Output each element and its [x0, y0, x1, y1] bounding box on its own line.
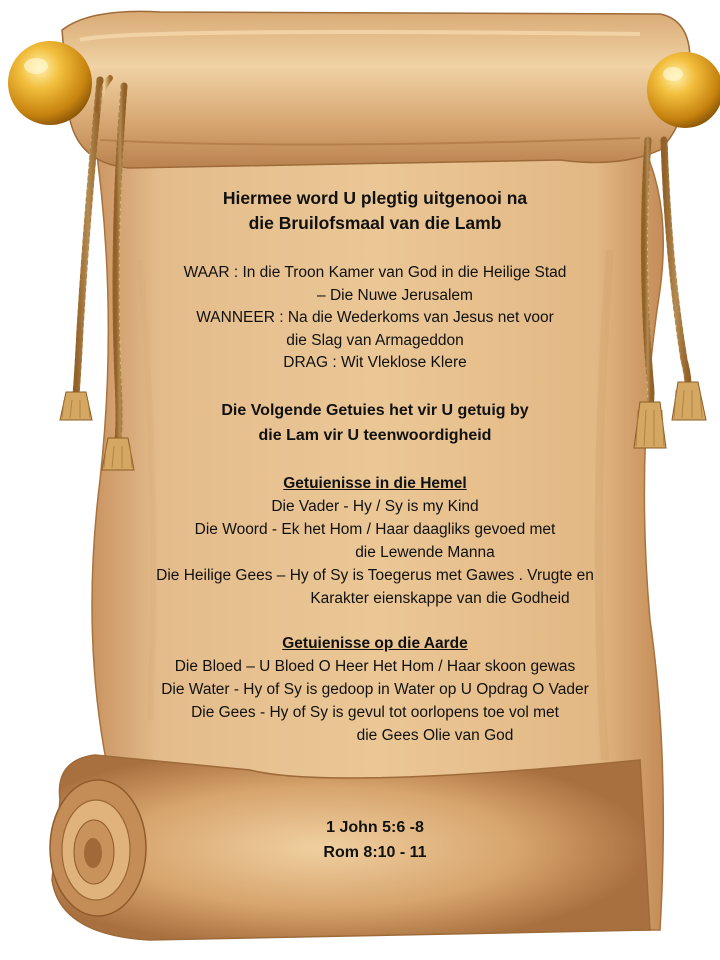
- detail-where-cont: – Die Nuwe Jerusalem: [317, 286, 473, 304]
- title-line-1: Hiermee word U plegtig uitgenooi na: [222, 188, 528, 208]
- heaven-line-4: Die Heilige Gees – Hy of Sy is Toegerus met Gawes . Vrugte en: [156, 567, 594, 584]
- event-details: [120, 262, 630, 375]
- heaven-line-1: Die Vader - Hy / Sy is my Kind: [271, 498, 479, 515]
- earth-line-3: Die Gees - Hy of Sy is gevul tot oorlopens toe vol met: [191, 704, 559, 721]
- witness-heading-line-2: die Lam vir U teenwoordigheid: [258, 427, 492, 444]
- earth-witnesses: [120, 632, 630, 747]
- invitation-title: [120, 186, 630, 236]
- earth-heading: Getuienisse op die Aarde: [282, 635, 468, 652]
- detail-when: WANNEER : Na die Wederkoms van Jesus net voor: [196, 309, 554, 326]
- earth-line-1: Die Bloed – U Bloed O Heer Het Hom / Haar skoon gewas: [174, 658, 576, 675]
- earth-line-2: Die Water - Hy of Sy is gedoop in Water op U Opdrag O Vader: [161, 681, 589, 698]
- scripture-references: [120, 815, 630, 865]
- heaven-heading: Getuienisse in die Hemel: [283, 475, 467, 492]
- detail-when-cont: die Slag van Armageddon: [286, 331, 464, 349]
- earth-line-4: die Gees Olie van God: [356, 727, 514, 744]
- witness-heading: [120, 398, 630, 448]
- heaven-line-5: Karakter eienskappe van die Godheid: [310, 590, 570, 607]
- heaven-line-3: die Lewende Manna: [355, 544, 495, 561]
- detail-dress: DRAG : Wit Vleklose Klere: [283, 354, 467, 371]
- detail-where: WAAR : In die Troon Kamer van God in die Heilige Stad: [183, 264, 567, 281]
- heaven-line-2: Die Woord - Ek het Hom / Haar daagliks gevoed met: [194, 521, 556, 538]
- reference-1: 1 John 5:6 -8: [326, 819, 424, 836]
- reference-2: Rom 8:10 - 11: [323, 844, 427, 861]
- witness-heading-line-1: Die Volgende Getuies het vir U getuig by: [221, 402, 529, 419]
- heaven-witnesses: [120, 472, 630, 610]
- title-line-2: die Bruilofsmaal van die Lamb: [248, 213, 502, 233]
